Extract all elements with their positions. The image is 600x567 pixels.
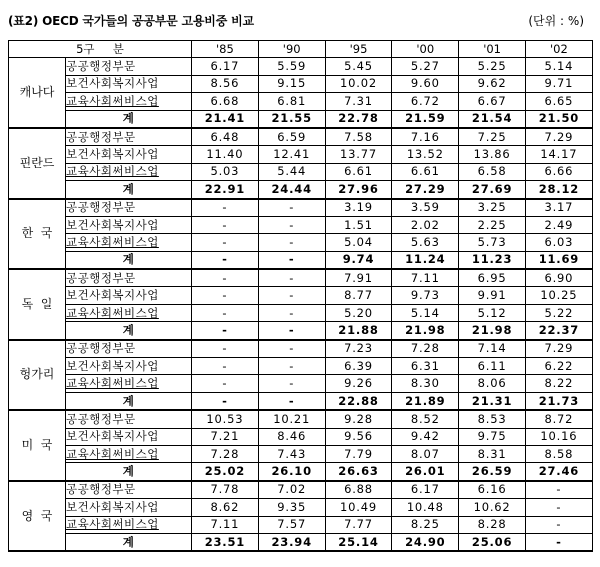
table-row [9,375,593,392]
value-cell: 23.94 [258,533,325,551]
value-cell: 26.63 [325,463,392,481]
value-cell: 6.61 [325,163,392,180]
sector-label [66,410,192,428]
value-cell: 9.60 [392,75,459,92]
header-year: '90 [258,41,325,58]
value-cell: 25.14 [325,533,392,551]
value-cell: 21.31 [459,392,526,410]
value-cell: 5.25 [459,58,526,75]
value-cell: 7.11 [392,269,459,287]
value-cell: 6.88 [325,481,392,499]
value-cell: 8.52 [392,410,459,428]
value-cell: 21.59 [392,110,459,128]
sector-label-text: 계 [122,393,135,408]
total-label [66,392,192,410]
value-cell: 7.77 [325,516,392,533]
value-cell: 21.89 [392,392,459,410]
value-cell: 27.29 [392,181,459,199]
value-cell: 8.72 [525,410,592,428]
value-cell: 5.44 [258,163,325,180]
value-cell: 11.69 [525,251,592,269]
sector-label [66,128,192,146]
value-cell: 5.14 [525,58,592,75]
value-cell: 7.28 [192,445,259,462]
country-name: 한 국 [9,199,66,270]
value-cell: 21.54 [459,110,526,128]
value-cell: 7.91 [325,269,392,287]
value-cell: - [192,251,259,269]
table-body [9,58,593,551]
table-row [9,499,593,516]
country-name: 영 국 [9,481,66,552]
sector-label-text: 교육사회써비스업 [66,234,159,249]
value-cell: 11.24 [392,251,459,269]
table-row [9,199,593,217]
value-cell: - [258,375,325,392]
sector-label [66,287,192,304]
sector-label [66,445,192,462]
sector-label [66,499,192,516]
sector-label [66,516,192,533]
sector-label-text: 공공행정부문 [66,341,136,356]
value-cell: - [258,340,325,358]
value-cell: 21.88 [325,322,392,340]
value-cell: 6.72 [392,93,459,110]
sector-label [66,58,192,75]
value-cell: 25.06 [459,533,526,551]
value-cell: 10.62 [459,499,526,516]
value-cell: 10.49 [325,499,392,516]
value-cell: 5.04 [325,234,392,251]
value-cell: 22.37 [525,322,592,340]
sector-label-text: 보건사회복지사업 [66,76,159,91]
unit-label: (단위 : %) [528,14,584,28]
value-cell: 5.27 [392,58,459,75]
value-cell: 8.25 [392,516,459,533]
sector-label-text: 계 [122,252,135,267]
country-name: 헝가리 [9,340,66,411]
value-cell: 6.59 [258,128,325,146]
value-cell: 10.48 [392,499,459,516]
sector-label-text: 보건사회복지사업 [66,358,159,373]
value-cell: 7.43 [258,445,325,462]
value-cell: 5.03 [192,163,259,180]
value-cell: 7.57 [258,516,325,533]
value-cell: 7.58 [325,128,392,146]
value-cell: 5.63 [392,234,459,251]
sector-label-text: 공공행정부문 [66,129,136,144]
value-cell: 7.29 [525,128,592,146]
table-row [9,481,593,499]
sector-label [66,481,192,499]
value-cell: 6.39 [325,358,392,375]
value-cell: 21.41 [192,110,259,128]
value-cell: 3.25 [459,199,526,217]
value-cell: - [258,269,325,287]
table-row [9,410,593,428]
table-title: (표2) OECD 국가들의 공공부문 고용비중 비교 [8,14,254,28]
total-row [9,110,593,128]
sector-label-text: 보건사회복지사업 [66,147,159,162]
value-cell: 13.52 [392,146,459,163]
value-cell: 9.73 [392,287,459,304]
value-cell: 5.45 [325,58,392,75]
value-cell: 1.51 [325,216,392,233]
value-cell: - [192,269,259,287]
header-year: '95 [325,41,392,58]
value-cell: 26.10 [258,463,325,481]
value-cell: - [525,499,592,516]
sector-label-text: 교육사회써비스업 [66,164,159,179]
value-cell: - [258,251,325,269]
table-row [9,75,593,92]
value-cell: 21.98 [392,322,459,340]
value-cell: - [258,392,325,410]
value-cell: 27.46 [525,463,592,481]
value-cell: 6.67 [459,93,526,110]
value-cell: - [192,287,259,304]
sector-label-text: 보건사회복지사업 [66,217,159,232]
value-cell: 8.28 [459,516,526,533]
value-cell: 9.28 [325,410,392,428]
value-cell: 7.14 [459,340,526,358]
sector-label-text: 보건사회복지사업 [66,499,159,514]
value-cell: 8.77 [325,287,392,304]
sector-label [66,216,192,233]
value-cell: 6.66 [525,163,592,180]
header-category: 5구 분 [9,41,192,58]
value-cell: 23.51 [192,533,259,551]
table-row [9,304,593,321]
header-year: '85 [192,41,259,58]
value-cell: 8.06 [459,375,526,392]
value-cell: 9.15 [258,75,325,92]
sector-label [66,304,192,321]
value-cell: 7.31 [325,93,392,110]
value-cell: - [258,304,325,321]
value-cell: 7.02 [258,481,325,499]
total-label [66,110,192,128]
value-cell: 6.16 [459,481,526,499]
total-row [9,533,593,551]
value-cell: 7.79 [325,445,392,462]
total-row [9,251,593,269]
value-cell: 10.53 [192,410,259,428]
sector-label-text: 계 [122,181,135,196]
table-row [9,163,593,180]
sector-label [66,93,192,110]
total-row [9,463,593,481]
sector-label-text: 보건사회복지사업 [66,429,159,444]
country-name: 독 일 [9,269,66,340]
table-row [9,216,593,233]
table-row [9,358,593,375]
value-cell: 6.48 [192,128,259,146]
value-cell: - [258,199,325,217]
value-cell: - [258,216,325,233]
value-cell: - [192,392,259,410]
sector-label [66,146,192,163]
value-cell: 6.81 [258,93,325,110]
country-name: 캐나다 [9,58,66,128]
sector-label-text: 계 [122,534,135,549]
value-cell: 6.17 [192,58,259,75]
sector-label [66,428,192,445]
sector-label [66,375,192,392]
value-cell: 8.56 [192,75,259,92]
value-cell: 6.95 [459,269,526,287]
value-cell: 27.96 [325,181,392,199]
value-cell: 26.01 [392,463,459,481]
value-cell: 26.59 [459,463,526,481]
value-cell: 24.44 [258,181,325,199]
sector-label-text: 교육사회써비스업 [66,93,159,108]
value-cell: 2.02 [392,216,459,233]
value-cell: 5.14 [392,304,459,321]
value-cell: 9.35 [258,499,325,516]
sector-label-text: 보건사회복지사업 [66,288,159,303]
value-cell: - [192,234,259,251]
value-cell: 5.59 [258,58,325,75]
value-cell: 14.17 [525,146,592,163]
value-cell: - [192,304,259,321]
sector-label [66,234,192,251]
value-cell: 6.65 [525,93,592,110]
sector-label-text: 공공행정부문 [66,411,136,426]
table-row [9,234,593,251]
value-cell: 27.69 [459,181,526,199]
value-cell: 10.25 [525,287,592,304]
sector-label-text: 계 [122,111,135,126]
value-cell: 9.42 [392,428,459,445]
value-cell: 6.31 [392,358,459,375]
value-cell: 5.73 [459,234,526,251]
value-cell: 13.86 [459,146,526,163]
value-cell: 8.30 [392,375,459,392]
sector-label-text: 공공행정부문 [66,200,136,215]
value-cell: 3.59 [392,199,459,217]
value-cell: 7.23 [325,340,392,358]
sector-label [66,358,192,375]
value-cell: 11.40 [192,146,259,163]
value-cell: 5.22 [525,304,592,321]
table-row [9,516,593,533]
value-cell: - [258,358,325,375]
value-cell: 10.21 [258,410,325,428]
header-year: '01 [459,41,526,58]
value-cell: 22.91 [192,181,259,199]
table-row [9,269,593,287]
value-cell: 6.68 [192,93,259,110]
value-cell: 9.71 [525,75,592,92]
sector-label [66,340,192,358]
value-cell: 8.07 [392,445,459,462]
value-cell: 8.22 [525,375,592,392]
value-cell: 7.21 [192,428,259,445]
employment-share-table [8,40,593,552]
value-cell: 3.19 [325,199,392,217]
value-cell: 7.29 [525,340,592,358]
total-label [66,322,192,340]
value-cell: 28.12 [525,181,592,199]
value-cell: 6.58 [459,163,526,180]
sector-label-text: 계 [122,322,135,337]
country-name: 미 국 [9,410,66,481]
value-cell: - [525,533,592,551]
sector-label-text: 교육사회써비스업 [66,305,159,320]
value-cell: 6.22 [525,358,592,375]
total-row [9,392,593,410]
value-cell: 10.16 [525,428,592,445]
value-cell: 24.90 [392,533,459,551]
value-cell: - [192,375,259,392]
value-cell: - [192,322,259,340]
header-year: '00 [392,41,459,58]
value-cell: 8.31 [459,445,526,462]
table-row [9,146,593,163]
value-cell: - [192,340,259,358]
value-cell: 6.17 [392,481,459,499]
sector-label [66,163,192,180]
value-cell: 2.25 [459,216,526,233]
value-cell: 21.73 [525,392,592,410]
value-cell: 8.62 [192,499,259,516]
total-label [66,251,192,269]
sector-label-text: 계 [122,464,135,479]
header-row [9,41,593,58]
value-cell: 8.53 [459,410,526,428]
sector-label-text: 교육사회써비스업 [66,376,159,391]
sector-label [66,269,192,287]
value-cell: 7.28 [392,340,459,358]
value-cell: 9.75 [459,428,526,445]
value-cell: 6.90 [525,269,592,287]
sector-label-text: 공공행정부문 [66,270,136,285]
value-cell: - [258,234,325,251]
value-cell: 7.16 [392,128,459,146]
total-label [66,533,192,551]
value-cell: 9.91 [459,287,526,304]
value-cell: 10.02 [325,75,392,92]
value-cell: 12.41 [258,146,325,163]
title-bar [6,6,594,30]
value-cell: 5.20 [325,304,392,321]
total-row [9,322,593,340]
table-row [9,93,593,110]
table-row [9,287,593,304]
value-cell: - [192,199,259,217]
value-cell: 2.49 [525,216,592,233]
value-cell: 8.46 [258,428,325,445]
value-cell: 21.55 [258,110,325,128]
value-cell: 21.50 [525,110,592,128]
value-cell: 13.77 [325,146,392,163]
value-cell: 5.12 [459,304,526,321]
sector-label [66,75,192,92]
table-row [9,340,593,358]
value-cell: 7.11 [192,516,259,533]
total-label [66,181,192,199]
value-cell: - [192,216,259,233]
value-cell: - [525,516,592,533]
table-row [9,428,593,445]
value-cell: 6.11 [459,358,526,375]
sector-label-text: 교육사회써비스업 [66,446,159,461]
value-cell: 3.17 [525,199,592,217]
value-cell: 6.03 [525,234,592,251]
total-label [66,463,192,481]
value-cell: 9.62 [459,75,526,92]
header-year: '02 [525,41,592,58]
sector-label-text: 공공행정부문 [66,482,136,497]
value-cell: 21.98 [459,322,526,340]
total-row [9,181,593,199]
table-row [9,128,593,146]
value-cell: 9.56 [325,428,392,445]
value-cell: 11.23 [459,251,526,269]
value-cell: 9.74 [325,251,392,269]
table-row [9,58,593,75]
value-cell: 22.88 [325,392,392,410]
value-cell: 8.58 [525,445,592,462]
value-cell: - [258,287,325,304]
value-cell: 9.26 [325,375,392,392]
sector-label-text: 공공행정부문 [66,59,136,74]
value-cell: 6.61 [392,163,459,180]
value-cell: 22.78 [325,110,392,128]
value-cell: 7.25 [459,128,526,146]
sector-label-text: 교육사회써비스업 [66,517,159,532]
value-cell: - [525,481,592,499]
value-cell: - [192,358,259,375]
value-cell: - [258,322,325,340]
value-cell: 7.78 [192,481,259,499]
table-row [9,445,593,462]
value-cell: 25.02 [192,463,259,481]
country-name: 핀란드 [9,128,66,199]
sector-label [66,199,192,217]
